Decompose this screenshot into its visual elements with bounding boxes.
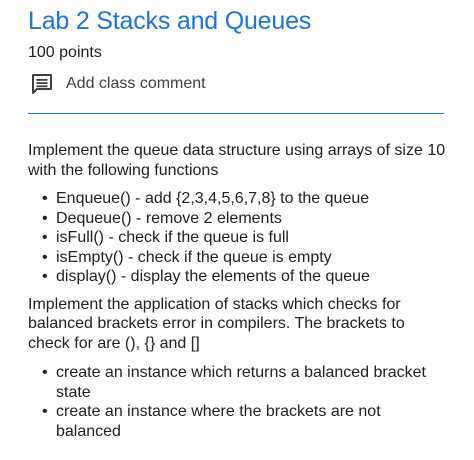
bullet-icon: • xyxy=(42,364,48,381)
list-item xyxy=(42,248,448,268)
assignment-title: Lab 2 Stacks and Queues xyxy=(28,7,312,35)
bullet-icon: • xyxy=(42,229,48,246)
list-item xyxy=(42,363,448,402)
header-divider xyxy=(28,113,444,114)
list-item-text: create an instance which returns a balanced bracket state xyxy=(56,364,426,401)
bullet-icon: • xyxy=(42,190,48,207)
list-item-text: isFull() - check if the queue is full xyxy=(56,229,289,246)
list-item-text: display() - display the elements of the queue xyxy=(56,268,370,285)
list-item xyxy=(42,228,448,248)
queue-instructions-paragraph: Implement the queue data structure using arrays of size 10 with the following functions xyxy=(28,142,446,179)
bullet-icon: • xyxy=(42,403,48,420)
stack-tasks-list xyxy=(28,363,446,441)
bullet-icon: • xyxy=(42,248,48,266)
list-item xyxy=(42,402,448,441)
queue-functions-list xyxy=(28,189,446,287)
list-item xyxy=(42,189,448,209)
comment-icon xyxy=(30,72,54,96)
list-item-text: Dequeue() - remove 2 elements xyxy=(56,209,282,227)
add-class-comment-button[interactable] xyxy=(28,71,446,97)
bullet-icon: • xyxy=(42,209,48,227)
instructions xyxy=(28,141,446,441)
bullet-icon: • xyxy=(42,268,48,285)
list-item-text: Enqueue() - add {2,3,4,5,6,7,8} to the queue xyxy=(56,190,370,207)
list-item xyxy=(42,267,448,287)
add-class-comment-label: Add class comment xyxy=(66,75,206,92)
list-item xyxy=(42,209,448,229)
list-item-text: create an instance where the brackets are not balanced xyxy=(56,403,381,440)
stack-instructions-paragraph: Implement the application of stacks which checks for balanced brackets error in compilers. The brackets to check for are (), {} and [] xyxy=(28,295,405,352)
assignment-points: 100 points xyxy=(28,44,102,61)
list-item-text: isEmpty() - check if the queue is empty xyxy=(56,248,332,266)
